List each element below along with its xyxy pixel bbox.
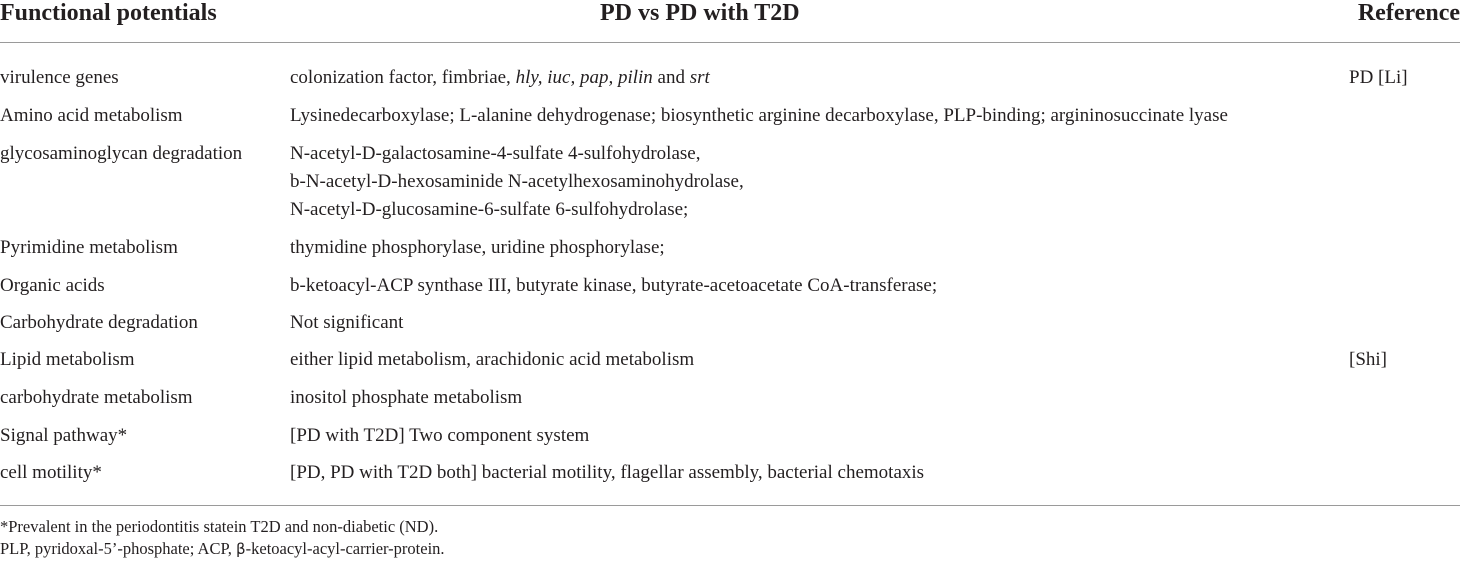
row-potential: Pyrimidine metabolism bbox=[0, 237, 178, 258]
row-reference: [Shi] bbox=[1349, 349, 1387, 370]
footer-rule bbox=[0, 505, 1460, 506]
row-detail: [PD, PD with T2D both] bacterial motility, flagellar assembly, bacterial chemotaxis bbox=[290, 462, 925, 483]
row-detail: Not significant bbox=[290, 312, 404, 333]
header-pd-vs-pd-with-t2d: PD vs PD with T2D bbox=[600, 0, 800, 26]
row-reference: PD [Li] bbox=[1349, 67, 1408, 88]
row-detail: b-ketoacyl-ACP synthase III, butyrate kinase, butyrate-acetoacetate CoA-transferase; bbox=[290, 275, 938, 296]
row-detail: either lipid metabolism, arachidonic acid metabolism bbox=[290, 349, 695, 370]
footnote-abbreviations: PLP, pyridoxal-5’-phosphate; ACP, β-ketoacyl-acyl-carrier-protein. bbox=[0, 539, 445, 558]
row-detail: [PD with T2D] Two component system bbox=[290, 425, 590, 446]
row-detail-line: b-N-acetyl-D-hexosaminide N-acetylhexosaminohydrolase, bbox=[290, 171, 744, 192]
row-potential: carbohydrate metabolism bbox=[0, 387, 193, 408]
row-potential: cell motility* bbox=[0, 462, 102, 483]
header-reference: Reference bbox=[1357, 0, 1460, 26]
row-detail-line: N-acetyl-D-galactosamine-4-sulfate 4-sulfohydrolase, bbox=[290, 143, 701, 164]
row-potential: Lipid metabolism bbox=[0, 349, 135, 370]
row-detail: inositol phosphate metabolism bbox=[290, 387, 523, 408]
row-potential: glycosaminoglycan degradation bbox=[0, 143, 243, 164]
header-rule bbox=[0, 42, 1460, 43]
row-potential: Amino acid metabolism bbox=[0, 105, 183, 126]
header-functional-potentials: Functional potentials bbox=[0, 0, 217, 26]
row-potential: virulence genes bbox=[0, 67, 119, 88]
row-detail-line: N-acetyl-D-glucosamine-6-sulfate 6-sulfohydrolase; bbox=[290, 199, 689, 220]
row-potential: Organic acids bbox=[0, 275, 105, 296]
footnote-prevalent: *Prevalent in the periodontitis statein T2D and non-diabetic (ND). bbox=[0, 517, 439, 536]
row-detail: colonization factor, fimbriae, hly, iuc, pap, pilin and srt bbox=[290, 67, 710, 88]
row-detail: thymidine phosphorylase, uridine phosphorylase; bbox=[290, 237, 665, 258]
row-detail: Lysinedecarboxylase; L-alanine dehydrogenase; biosynthetic arginine decarboxylase, PLP-binding; argininosuccinate lyase bbox=[290, 105, 1228, 126]
row-potential: Carbohydrate degradation bbox=[0, 312, 198, 333]
row-potential: Signal pathway* bbox=[0, 425, 128, 446]
